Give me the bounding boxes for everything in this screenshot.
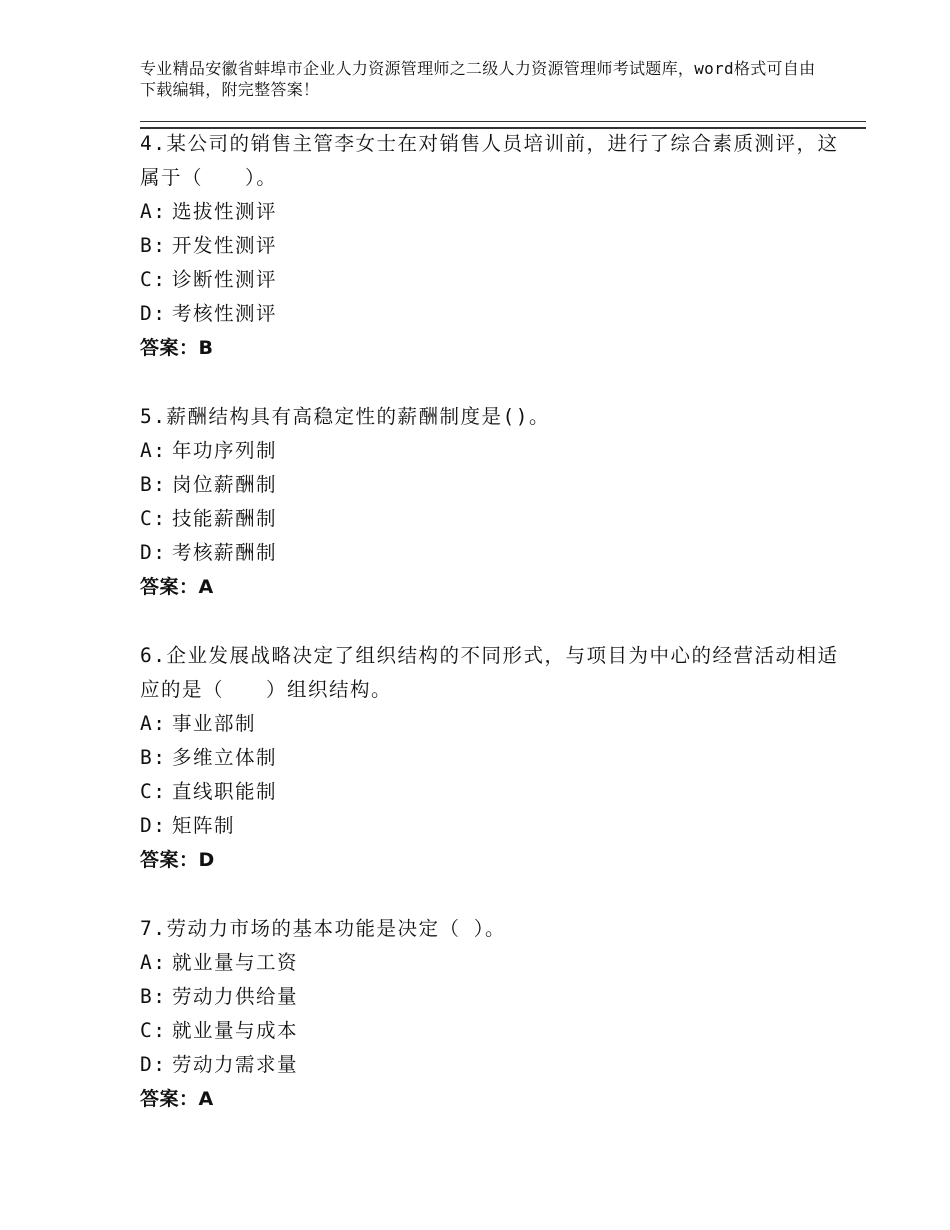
answer-label: 答案：B (140, 337, 214, 359)
option-letter: D: (140, 302, 167, 325)
option-text: 考核性测评 (172, 302, 278, 325)
option-letter: C: (140, 268, 167, 291)
option-letter: C: (140, 1019, 167, 1042)
option-letter: C: (140, 507, 167, 530)
option-text: 劳动力需求量 (172, 1053, 299, 1076)
question-stem: 4.某公司的销售主管李女士在对销售人员培训前，进行了综合素质测评，这属于（ ）。 (140, 132, 839, 189)
answer-label: 答案：A (140, 576, 214, 598)
option-d (140, 1048, 840, 1082)
option-d (140, 809, 840, 843)
option-text: 矩阵制 (172, 814, 236, 837)
question-stem: 7.劳动力市场的基本功能是决定（ ）。 (140, 917, 506, 940)
option-letter: A: (140, 200, 167, 223)
option-letter: B: (140, 473, 167, 496)
question-block (140, 127, 840, 365)
option-d (140, 536, 840, 570)
question-block (140, 639, 840, 877)
option-text: 选拔性测评 (172, 200, 278, 223)
option-text: 考核薪酬制 (172, 541, 278, 564)
option-a (140, 195, 840, 229)
option-text: 多维立体制 (172, 746, 278, 769)
option-text: 技能薪酬制 (172, 507, 278, 530)
option-letter: B: (140, 746, 167, 769)
option-text: 直线职能制 (172, 780, 278, 803)
option-b (140, 468, 840, 502)
option-a (140, 946, 840, 980)
option-letter: C: (140, 780, 167, 803)
option-b (140, 229, 840, 263)
option-letter: A: (140, 712, 167, 735)
answer-label: 答案：D (140, 849, 215, 871)
question-block (140, 912, 840, 1116)
option-text: 事业部制 (172, 712, 257, 735)
option-text: 就业量与成本 (172, 1019, 299, 1042)
option-letter: D: (140, 541, 167, 564)
option-text: 劳动力供给量 (172, 985, 299, 1008)
option-b (140, 741, 840, 775)
option-d (140, 297, 840, 331)
option-text: 开发性测评 (172, 234, 278, 257)
option-text: 诊断性测评 (172, 268, 278, 291)
option-b (140, 980, 840, 1014)
option-c (140, 1014, 840, 1048)
option-a (140, 707, 840, 741)
document-header: 专业精品安徽省蚌埠市企业人力资源管理师之二级人力资源管理师考试题库，word格式可自由下载编辑，附完整答案！ (140, 59, 816, 99)
option-c (140, 775, 840, 809)
option-c (140, 263, 840, 297)
option-c (140, 502, 840, 536)
question-block (140, 400, 840, 604)
option-letter: D: (140, 814, 167, 837)
question-stem: 5.薪酬结构具有高稳定性的薪酬制度是()。 (140, 405, 550, 428)
option-text: 年功序列制 (172, 439, 278, 462)
question-stem: 6.企业发展战略决定了组织结构的不同形式，与项目为中心的经营活动相适应的是（ ）组织结构。 (140, 644, 839, 701)
answer-label: 答案：A (140, 1088, 214, 1110)
option-letter: A: (140, 951, 167, 974)
option-text: 岗位薪酬制 (172, 473, 278, 496)
option-letter: B: (140, 234, 167, 257)
option-letter: A: (140, 439, 167, 462)
option-letter: B: (140, 985, 167, 1008)
option-a (140, 434, 840, 468)
option-text: 就业量与工资 (172, 951, 299, 974)
option-letter: D: (140, 1053, 167, 1076)
